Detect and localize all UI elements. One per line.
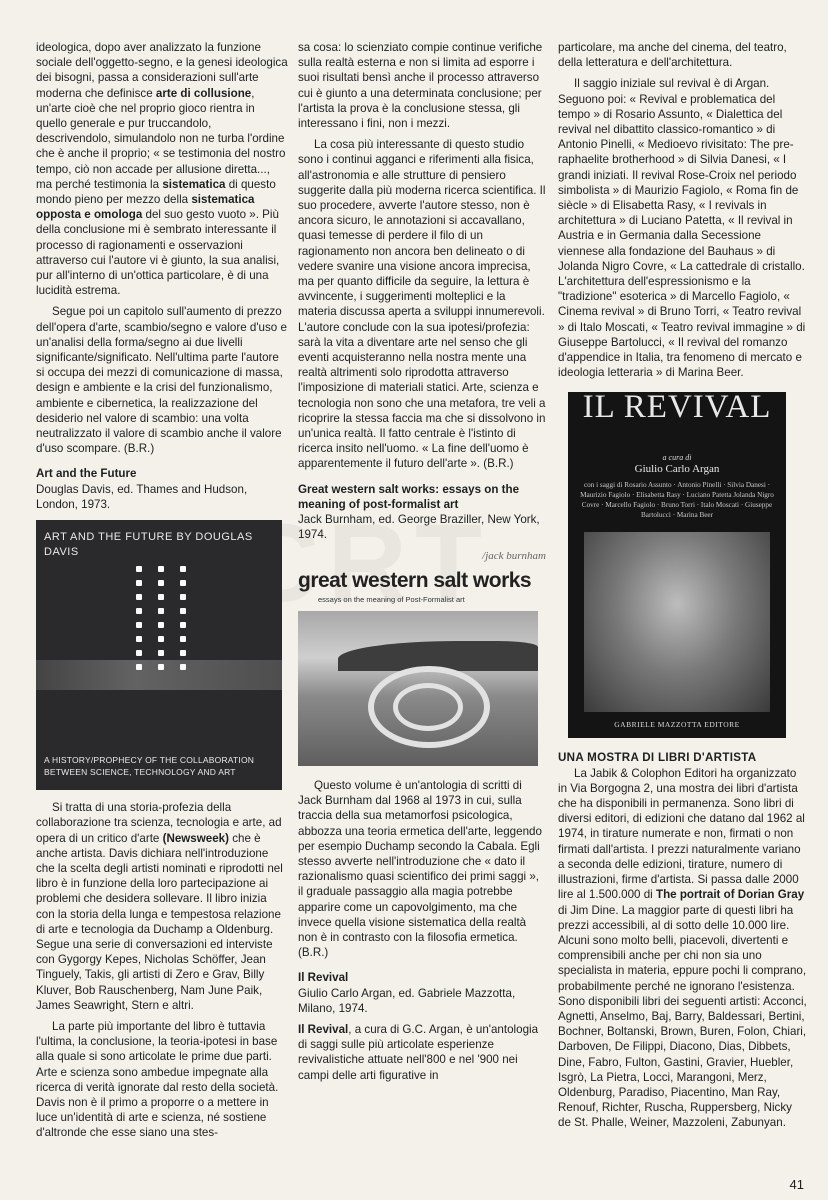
paragraph: Il Revival, a cura di G.C. Argan, è un'antologia di saggi sulle più articolate esperienze revivalistiche attuate nell'800 e nel '900 nei campi delle arti figurative in (298, 1022, 539, 1082)
paragraph: Il saggio iniziale sul revival è di Argan. Seguono poi: « Revival e problematica del tempo » di Rosario Assunto, « Dialettica del revival nel dibattito classico-romantico » di Antonio Pinelli, « Medioevo rivisitato: The pre-raphaelite brotherhood » di Silvia Danesi, « I grandi iniziati. Il revival Rose-Croix nel periodo simbolista » di Maurizio Fagiolo, « Roma fin de siècle » di Elisabetta Rasy, « I revivals in architettura » di Luciano Patetta, « Il revival in Austria e in Germania dalla Secessione viennese alla fondazione del Bauhaus » di Jolanda Nigro Covre, « La cattedrale di cristallo. L'architettura dell'espressionismo e la "tradizione" esoterica » di Marcello Fagiolo, « Cinema revival » di Bruno Torri, « Teatro revival » di Italo Moscati, « Teatro revival immagine » di Giuseppe Bartolucci, « Il revival del romanzo d'appendice in Italia, tra fenomeno di mercato e ideologia letteraria » di Marina Beer. (558, 77, 806, 380)
spiral-jetty-photo (298, 611, 538, 766)
book-title: Il Revival (298, 971, 349, 985)
light-grid-icon (128, 562, 198, 712)
spiral-inner-icon (393, 683, 463, 731)
cover-title: IL REVIVAL (582, 392, 772, 426)
cover-illustration (584, 532, 770, 712)
paragraph: La parte più importante del libro è tuttavia l'ultima, la conclusione, la teoria-ipotesi in base alla quale si sono articolate le prime due parti. Arte e scienza sono ambedue impegnate alla ricerca di verità ignorate dal resto della società. Davis non è il primo a proporre o a mettere in luce un'identità di arte e scienza, né sostiene d'altronde che esse siano una stes- (36, 1019, 279, 1140)
paragraph: Questo volume è un'antologia di scritti di Jack Burnham dal 1968 al 1973 in cui, sulla traccia della sua metamorfosi psicologica, abbozza una teoria ermetica dell'arte, leggendo per esempio Duchamp secondo la Cabala. Egli stesso avverte nell'introduzione che « dato il razionalismo quasi scientifico dei primi saggi », il graduale passaggio alla magia potrebbe apparire come un capovolgimento, ma che invece quella visione sistematica della realtà non è in contrasto con la filosofia ermetica. (B.R.) (298, 778, 542, 960)
book-title: Great western salt works: essays on the meaning of post-formalist art (298, 482, 520, 511)
book-cover-art-and-the-future (36, 520, 282, 790)
book-cover-great-western-salt-works (298, 570, 544, 766)
paragraph: Segue poi un capitolo sull'aumento di prezzo dell'opera d'arte, scambio/segno e valore d'uso e un'analisi della forma/segno ai due livelli significante/significato. Nell'ultima parte l'autore si occupa dei mezzi di comunicazione di massa, design e ambiente e la crisi del funzionalismo, ambiente e cibernetica, la realizzazione del desiderio nel valore di scambio: una volta neutralizzato il valore di scambio anche il valore d'uso scompare. (B.R.) (36, 305, 287, 456)
column-3 (558, 40, 808, 1137)
paragraph: La cosa più interessante di questo studio sono i continui agganci e riferimenti alla fisica, all'astronomia e alle strutture di pensiero suggerite dalla più moderna ricerca scientifica. Il suo procedere, avverte l'autore stesso, non è ancora sicuro, le annotazioni si accavallano, quasi temesse di perdere il filo di un ragionamento non ancora ben delineato o di vedere svanire una visione ancora imprecisa, ma per quanto difficile da seguire, la lettura è avvincente, i suggerimenti molteplici e la materia discussa aperta a sviluppi innumerevoli. L'autore conclude con la sua ipotesi/profezia: sarà la vita a diventare arte nel senso che gli eventi acquisteranno nella nostra mente una realtà altrimenti solo riprodotta attraverso l'imposizione di materiali statici. Arte, scienza e tecnologia non sono che una metafora, tre veli a ricoprire la stessa faccia ma che si dissolvono in un'unica realtà. Il fatto centrale è l'istinto di ricerca insito nell'uomo. « La fine dell'uomo è apparentemente il futuro dell'arte ». (B.R.) (298, 138, 546, 471)
cover-title: great western salt works (298, 568, 532, 592)
paragraph: sa cosa: lo scienziato compie continue verifiche sulla realtà esterna e non si limita ad esporre i suoi risultati bensì anche il processo attraverso cui è giunto a una determinata conclusione; per l'artista la prova è la conclusione stessa, gli interessano i fini, non i mezzi. (298, 41, 543, 131)
paragraph: ideologica, dopo aver analizzato la funzione sociale dell'oggetto-segno, e la genesi ideologica dei bisogni, passa a considerazioni sull'arte moderna che definisce arte di collusione, un'arte cioè che nel proprio gioco rientra in quello generale e pur truccandolo, descrivendolo, simulandolo non ne turba l'ordine che è anche il proprio; « se testimonia del nostro tempo, ciò non accade per allusione diretta..., ma perché testimonia la sistematica di questo mondo pieno per mezzo della sistematica opposta e omologa del suo gesto vuoto ». Più della conclusione mi è sembrato interessante il processo di ragionamenti e osservazioni attraverso cui l'autore vi è giunto, la sua analisi, pur all'interno di un'ottica particolare, è di una lucidità estrema. (36, 41, 288, 298)
cover-contributors: con i saggi di Rosario Assunto · Antonio Pinelli · Silvia Danesi · Maurizio Fagiolo · Elisabetta Rasy · Luciano Patetta Jolanda Nigro Covre · Marcello Fagiolo · Bruno Torri · Italo Moscati · Giuseppe Bartolucci · Marina Beer (580, 481, 774, 520)
page-number: 41 (789, 1177, 804, 1192)
cover-title: ART AND THE FUTURE BY DOUGLAS DAVIS (44, 531, 253, 559)
cover-subtitle: essays on the meaning of Post-Formalist art (318, 594, 465, 604)
book-meta: Douglas Davis, ed. Thames and Hudson, London, 1973. (36, 482, 248, 511)
cover-publisher: GABRIELE MAZZOTTA EDITORE (614, 720, 740, 730)
column-1 (36, 40, 288, 1147)
book-meta: Jack Burnham, ed. George Braziller, New York, 1974. (298, 513, 540, 542)
book-title: Art and the Future (36, 467, 137, 481)
paragraph: Si tratta di una storia-profezia della collaborazione tra scienza, tecnologia e arte, ad opera di un critico d'arte (Newsweek) che è anche artista. Davis dichiara nell'introduzione che la scelta degli artisti nominati e riprodotti nel libro è in funzione della loro partecipazione ai problemi che desidera sollevare. Il libro inizia con la storia della lunga e tempestosa relazione di arte e tecnologia da Duchamp a Oldenburg. Segue una serie di conversazioni ed interviste con Gygorgy Kepes, Nicholas Schöffer, Jean Tinguely, Takis, gli artisti di Zero e Grav, Billy Kluver, Bob Rauschenberg, Nam June Paik, James Seawright, Stern e altri. (36, 801, 283, 1012)
book-cover-il-revival (568, 392, 786, 738)
column-2 (298, 40, 546, 1089)
section-heading: UNA MOSTRA DI LIBRI D'ARTISTA (558, 751, 757, 765)
book-meta: Giulio Carlo Argan, ed. Gabriele Mazzotta, Milano, 1974. (298, 986, 516, 1015)
cover-byline: /jack burnham (482, 549, 546, 562)
paragraph: La Jabik & Colophon Editori ha organizzato in Via Borgogna 2, una mostra dei libri d'artista che ha disponibili in permanenza. Sono libri di diversi editori, di edizioni che datano dal 1962 al 1974, in tirature numerate e non, firmati o non firmati dall'artista. I prezzi naturalmente variano a seconda delle edizioni, tirature, numero di illustrazioni, firme d'artista. Si passa dalle 2000 lire al 1.500.000 di The portrait of Dorian Gray di Jim Dine. La maggior parte di questi libri ha prezzi accessibili, al di sotto delle 10.000 lire. Alcuni sono molto belli, piacevoli, divertenti e comprensibili anche per chi non sia uno specialista in materia, eppure pochi li comprano, probabilmente perché ne ignorano l'esistenza. Sono disponibili libri dei seguenti artisti: Acconci, Agnetti, Anselmo, Baj, Barry, Baldessari, Bertini, Bochner, Boltanski, Brown, Buren, Folon, Chiari, Darboven, De Filippi, Diacono, Dias, Dibbets, Dine, Fabro, Fulton, Gastini, Gravier, Huebler, Isgrò, La Pietra, Locci, Marangoni, Merz, Oldenburg, Paradiso, Piacentino, Man Ray, Renouf, Richter, Ruscha, Ruppersberg, Nicky de St. Phalle, Weiner, Mazzoleni, Zabunyan. (558, 766, 807, 1130)
paragraph: particolare, ma anche del cinema, del teatro, della letteratura e dell'architettura. (558, 41, 787, 70)
cover-cura: a cura di (662, 453, 692, 463)
cover-subtitle: A HISTORY/PROPHECY OF THE COLLABORATION BETWEEN SCIENCE, TECHNOLOGY AND ART (44, 755, 255, 778)
cover-author: Giulio Carlo Argan (634, 463, 720, 476)
